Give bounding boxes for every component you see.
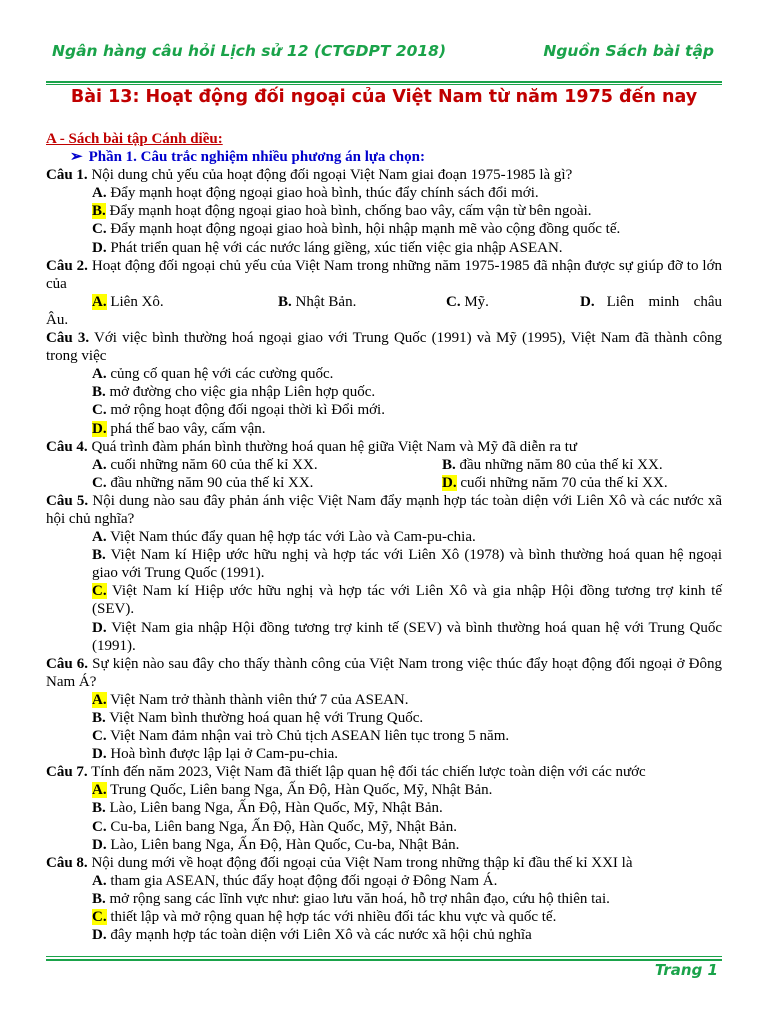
option-d-wrap xyxy=(46,311,722,329)
options-row xyxy=(46,474,722,492)
option-d: D. Phát triển quan hệ với các nước láng giềng, xúc tiến việc gia nhập ASEAN. xyxy=(92,239,563,256)
question-5: Câu 5. Nội dung nào sau đây phản ánh việc Việt Nam đẩy mạnh hợp tác toàn diện với Liên Xô và các nước xã hội chủ nghĩa? xyxy=(46,492,723,527)
option-a: A. Liên Xô. xyxy=(92,293,164,310)
option-a: A. cuối những năm 60 của thế kỉ XX. xyxy=(92,456,318,473)
option-b: B. mở rộng sang các lĩnh vực như: giao lưu văn hoá, hỗ trợ nhân đạo, cứu hộ thiên tai. xyxy=(92,890,610,907)
options-row xyxy=(46,456,722,474)
option-a: A. Đẩy mạnh hoạt động ngoại giao hoà bình, thúc đẩy chính sách đổi mới. xyxy=(92,185,539,202)
option-b: B. Việt Nam kí Hiệp ước hữu nghị và hợp tác với Liên Xô (1978) và bình thường hoá quan hệ ngoại giao với Trung Quốc (1991). xyxy=(92,547,722,582)
document-body xyxy=(46,130,722,944)
footer-divider xyxy=(46,959,722,961)
option-c: C. mở rộng hoạt động đối ngoại thời kì Đổi mới. xyxy=(92,402,385,419)
header-source: Nguồn Sách bài tập xyxy=(543,42,714,60)
option-d: D. Liên minh châu xyxy=(580,293,722,310)
option-b: B. mở đường cho việc gia nhập Liên hợp quốc. xyxy=(92,384,376,401)
question-number: Câu 1. xyxy=(46,167,88,184)
option-c: C. thiết lập và mở rộng quan hệ hợp tác với nhiều đối tác khu vực và quốc tế. xyxy=(92,909,557,926)
answer-highlight: C. xyxy=(92,583,107,600)
answer-highlight: A. xyxy=(92,691,107,708)
answer-highlight: C. xyxy=(92,909,107,926)
part-label: Phần 1. Câu trắc nghiệm nhiều phương án lựa chọn: xyxy=(88,149,425,166)
answer-highlight: D. xyxy=(92,420,107,437)
option-d: D. Hoà bình được lập lại ở Cam-pu-chia. xyxy=(92,746,339,763)
options-row xyxy=(46,293,722,311)
lesson-title: Bài 13: Hoạt động đối ngoại của Việt Nam từ năm 1975 đến nay xyxy=(70,87,698,107)
question-text: Nội dung chủ yếu của hoạt động đối ngoại Việt Nam giai đoạn 1975-1985 là gì? xyxy=(91,167,573,184)
option-d: D. đây mạnh hợp tác toàn diện với Liên Xô và các nước xã hội chủ nghĩa xyxy=(92,927,532,944)
option-a: A. củng cố quan hệ với các cường quốc. xyxy=(92,366,334,383)
arrow-bullet-icon: ➢ xyxy=(70,149,83,166)
page-number: Trang 1 xyxy=(654,961,718,979)
question-2: Câu 2. Hoạt động đối ngoại chủ yếu của Việt Nam trong những năm 1975-1985 đã nhận được sự giúp đỡ to lớn của xyxy=(46,257,723,292)
option-d: D. Lào, Liên bang Nga, Ấn Độ, Hàn Quốc, Cu-ba, Nhật Bản. xyxy=(92,836,460,853)
option-b: B. Đẩy mạnh hoạt động ngoại giao hoà bình, chống bao vây, cấm vận từ bên ngoài. xyxy=(92,203,592,220)
header-bank-title: Ngân hàng câu hỏi Lịch sử 12 (CTGDPT 2018) xyxy=(52,42,447,60)
option-c: C. Việt Nam kí Hiệp ước hữu nghị và hợp tác với Liên Xô và gia nhập Hội đồng tương trợ kinh tế (SEV). xyxy=(92,583,723,618)
option-c: C. Cu-ba, Liên bang Nga, Ấn Độ, Hàn Quốc, Mỹ, Nhật Bản. xyxy=(92,818,457,835)
answer-highlight: A. xyxy=(92,293,107,310)
option-b: B. đầu những năm 80 của thế kỉ XX. xyxy=(442,456,663,473)
header-divider xyxy=(46,81,722,83)
question-1 xyxy=(46,166,722,184)
option-b: B. Lào, Liên bang Nga, Ấn Độ, Hàn Quốc, Mỹ, Nhật Bản. xyxy=(92,800,443,817)
option-c: C. Việt Nam đảm nhận vai trò Chủ tịch ASEAN liên tục trong 5 năm. xyxy=(92,728,510,745)
option-a: A. Trung Quốc, Liên bang Nga, Ấn Độ, Hàn Quốc, Mỹ, Nhật Bản. xyxy=(92,782,493,799)
option-d-text-start: Liên minh châu xyxy=(606,293,722,310)
option-c: C. đầu những năm 90 của thế kỉ XX. xyxy=(92,474,314,491)
part-heading xyxy=(46,148,722,166)
question-3: Câu 3. Với việc bình thường hoá ngoại giao với Trung Quốc (1991) và Mỹ (1995), Việt Nam đã thành công trong việc xyxy=(46,330,723,365)
option-d: D. Việt Nam gia nhập Hội đồng tương trợ kinh tế (SEV) và bình thường hoá quan hệ với Trung Quốc (1991). xyxy=(92,619,723,654)
option-b: B. Việt Nam bình thường hoá quan hệ với Trung Quốc. xyxy=(92,710,424,726)
answer-highlight: D. xyxy=(442,474,457,491)
header-divider-thin xyxy=(46,84,722,85)
option-d: D. cuối những năm 70 của thế kỉ XX. xyxy=(442,474,668,491)
question-7: Câu 7. Tính đến năm 2023, Việt Nam đã thiết lập quan hệ đối tác chiến lược toàn diện với các nước xyxy=(46,764,646,781)
option-a: A. Việt Nam trở thành thành viên thứ 7 của ASEAN. xyxy=(92,691,409,708)
option-c: C. Mỹ. xyxy=(446,293,489,310)
footer-divider-thin xyxy=(46,956,722,957)
option-a: A. tham gia ASEAN, thúc đẩy hoạt động đối ngoại ở Đông Nam Á. xyxy=(92,872,498,889)
option-d-text-end: Âu. xyxy=(46,311,69,328)
question-6: Câu 6. Sự kiện nào sau đây cho thấy thành công của Việt Nam trong việc thúc đẩy hoạt động đối ngoại ở Đông Nam Á? xyxy=(46,655,722,690)
question-8: Câu 8. Nội dung mới về hoạt động đối ngoại của Việt Nam trong những thập kỉ đầu thế kỉ XXI là xyxy=(46,854,633,871)
answer-highlight: A. xyxy=(92,782,107,799)
section-heading: A - Sách bài tập Cánh diều: xyxy=(46,131,223,147)
option-c: C. Đẩy mạnh hoạt động ngoại giao hoà bình, hội nhập mạnh mẽ vào cộng đồng quốc tế. xyxy=(92,221,621,238)
option-b: B. Nhật Bản. xyxy=(278,293,357,310)
question-4: Câu 4. Quá trình đàm phán bình thường hoá quan hệ giữa Việt Nam và Mỹ đã diễn ra tư xyxy=(46,438,578,455)
option-a: A. Việt Nam thúc đẩy quan hệ hợp tác với Lào và Cam-pu-chia. xyxy=(92,529,476,546)
option-d: D. phá thế bao vây, cấm vận. xyxy=(92,420,266,437)
answer-highlight: B. xyxy=(92,203,106,220)
